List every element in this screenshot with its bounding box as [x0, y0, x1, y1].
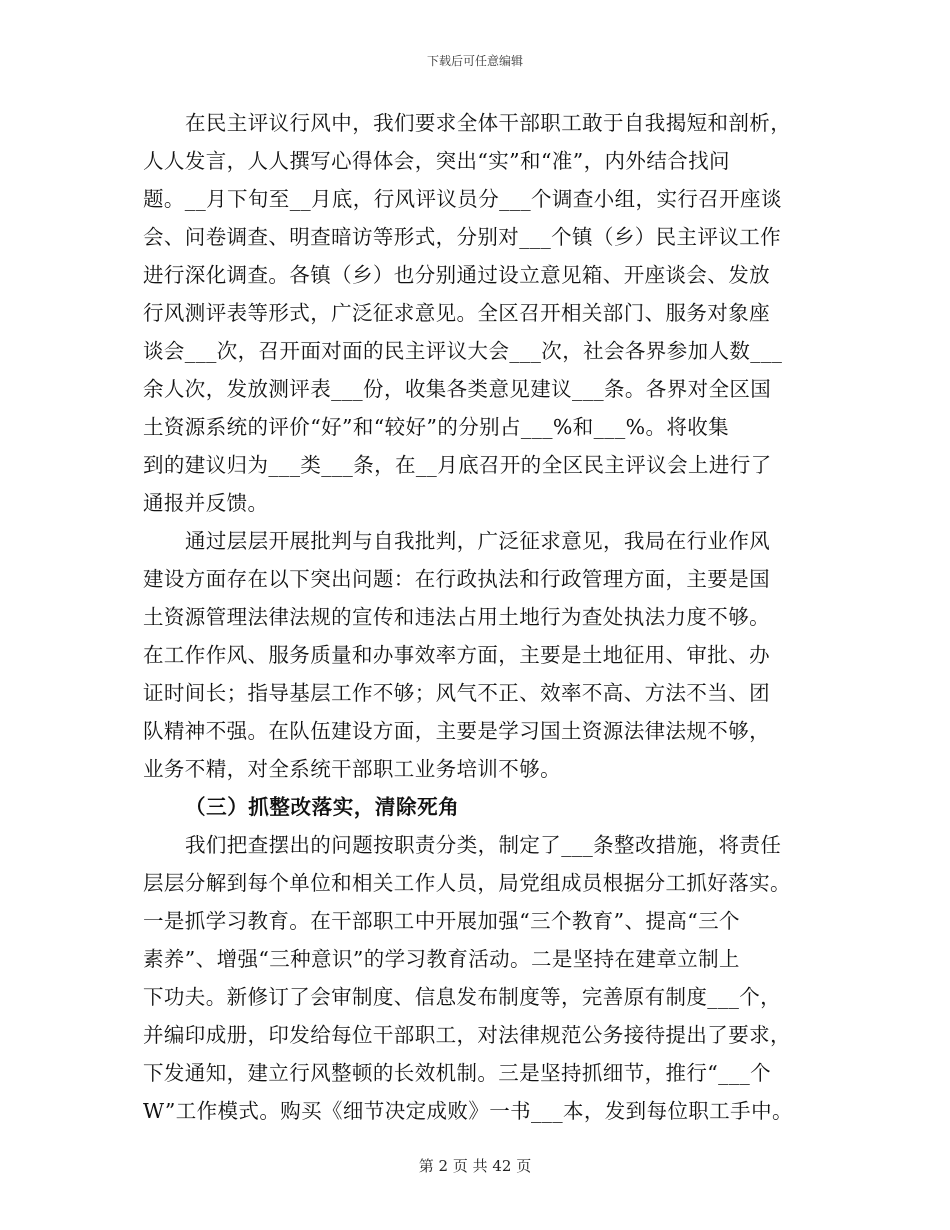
page-header: 下载后可任意编辑	[426, 54, 523, 68]
paragraph-line: 素养”、增强“三种意识”的学习教育活动。二是坚持在建章立制上	[143, 947, 740, 971]
paragraph-line: 会、问卷调查、明查暗访等形式，分别对___个镇（乡）民主评议工作	[143, 225, 782, 249]
paragraph-line: 进行深化调查。各镇（乡）也分别通过设立意见箱、开座谈会、发放	[143, 263, 770, 287]
paragraph-line: 下发通知，建立行风整顿的长效机制。三是坚持抓细节，推行“___个	[143, 1061, 772, 1085]
paragraph-line: 行风测评表等形式，广泛征求意见。全区召开相关部门、服务对象座	[143, 301, 770, 325]
paragraph-line: 土资源系统的评价“好”和“较好”的分别占___%和___%。将收集	[143, 415, 730, 439]
paragraph-line: 通过层层开展批判与自我批判，广泛征求意见，我局在行业作风	[185, 529, 771, 553]
paragraph-line: 一是抓学习教育。在干部职工中开展加强“三个教育”、提高“三个	[143, 909, 740, 933]
paragraph-line: 我们把查摆出的问题按职责分类，制定了___条整改措施，将责任	[185, 833, 782, 857]
paragraph-line: 在工作作风、服务质量和办事效率方面，主要是土地征用、审批、办	[143, 643, 770, 667]
paragraph-2	[143, 522, 815, 788]
paragraph-line: 谈会___次，召开面对面的民主评议大会___次，社会各界参加人数___	[143, 339, 783, 363]
paragraph-line: 并编印成册，印发给每位干部职工，对法律规范公务接待提出了要求，	[143, 1023, 791, 1047]
paragraph-line: 下功夫。新修订了会审制度、信息发布制度等，完善原有制度___个，	[143, 985, 782, 1009]
paragraph-line: 建设方面存在以下突出问题：在行政执法和行政管理方面，主要是国	[143, 567, 770, 591]
paragraph-line: W”工作模式。购买《细节决定成败》一书___本，发到每位职工手中。	[143, 1099, 793, 1123]
paragraph-line: 土资源管理法律法规的宣传和违法占用土地行为查处执法力度不够。	[143, 605, 770, 629]
paragraph-line: 通报并反馈。	[143, 491, 269, 515]
paragraph-line: 到的建议归为___类___条，在__月底召开的全区民主评议会上进行了	[143, 453, 772, 477]
paragraph-line: 余人次，发放测评表___份，收集各类意见建议___条。各界对全区国	[143, 377, 772, 401]
paragraph-line: 层层分解到每个单位和相关工作人员，局党组成员根据分工抓好落实。	[143, 871, 791, 895]
page-number-footer: 第 2 页 共 42 页	[418, 1157, 532, 1175]
paragraph-3	[143, 826, 815, 1130]
paragraph-line: 队精神不强。在队伍建设方面，主要是学习国土资源法律法规不够，	[143, 719, 770, 743]
section-heading: （三）抓整改落实，清除死角	[185, 795, 460, 819]
document-body	[143, 104, 815, 1130]
paragraph-line: 在民主评议行风中，我们要求全体干部职工敢于自我揭短和剖析，	[185, 111, 792, 135]
paragraph-line: 证时间长；指导基层工作不够；风气不正、效率不高、方法不当、团	[143, 681, 770, 705]
paragraph-line: 题。__月下旬至__月底，行风评议员分___个调查小组，实行召开座谈	[143, 187, 782, 211]
paragraph-line: 业务不精，对全系统干部职工业务培训不够。	[143, 757, 561, 781]
paragraph-1	[143, 104, 815, 522]
paragraph-line: 人人发言，人人撰写心得体会，突出“实”和“准”，内外结合找问	[143, 149, 730, 173]
